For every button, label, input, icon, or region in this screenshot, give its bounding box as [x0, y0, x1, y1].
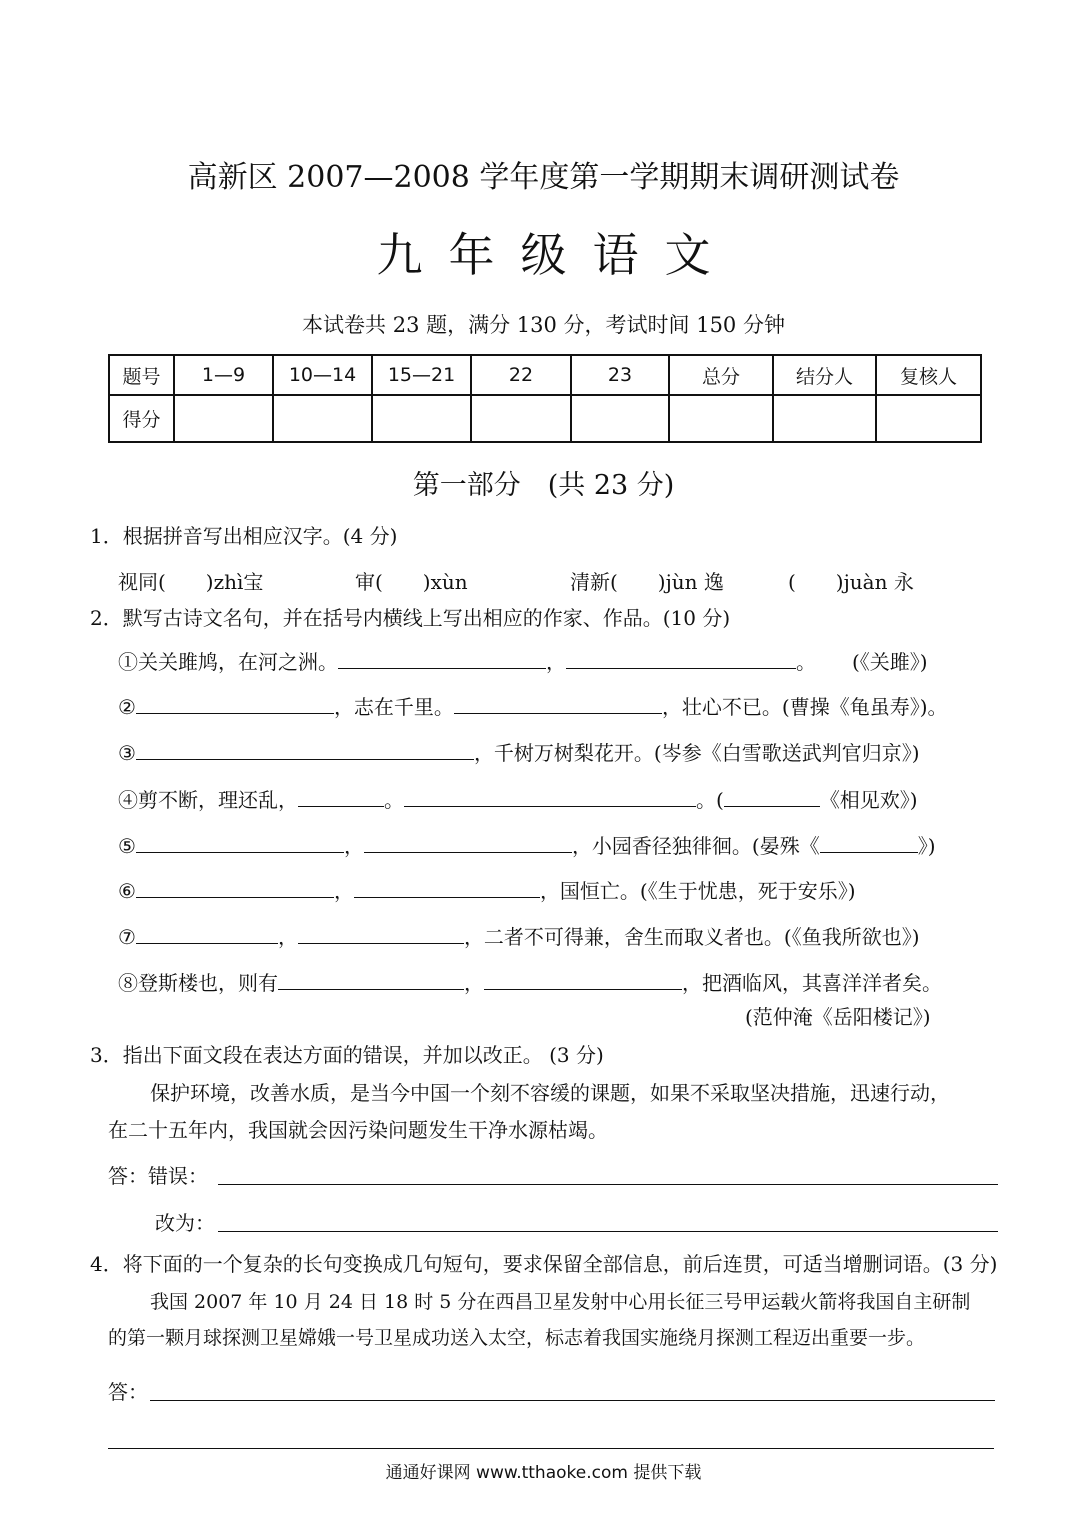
score-cell[interactable] [174, 395, 273, 442]
q4-passage-line-1: 我国 2007 年 10 月 24 日 18 时 5 分在西昌卫星发射中心用长征三号甲运载火箭将我国自主研制 [150, 1291, 971, 1313]
table-cell: 总分 [669, 355, 773, 395]
blank[interactable] [338, 648, 546, 669]
footer-divider [108, 1448, 994, 1449]
text: ，壮心不已。(曹操《龟虽寿》)。 [661, 695, 948, 719]
text: ①关关雎鸠，在河之洲。 [118, 650, 338, 674]
text: ，志在千里。 [333, 695, 454, 719]
question-1-stem: 1．根据拼音写出相应汉字。(4 分) [90, 524, 398, 548]
q2-line-1 [118, 648, 928, 675]
blank[interactable] [278, 969, 464, 990]
source: (《关雎》) [852, 650, 928, 674]
subject-title: 九年级语文 [376, 228, 737, 282]
blank[interactable] [364, 832, 572, 853]
table-cell: 23 [571, 355, 669, 395]
q1-item-4: ( )juàn 永 [788, 570, 914, 594]
blank[interactable] [136, 877, 334, 898]
q3-fix-answer-line[interactable] [218, 1231, 998, 1232]
score-cell[interactable] [372, 395, 471, 442]
text: 。( [696, 788, 724, 812]
score-cell[interactable] [571, 395, 669, 442]
exam-info: 本试卷共 23 题，满分 130 分，考试时间 150 分钟 [302, 313, 785, 337]
question-2-stem: 2．默写古诗文名句，并在括号内横线上写出相应的作家、作品。(10 分) [90, 606, 731, 630]
exam-title: 高新区 2007—2008 学年度第一学期期末调研测试卷 [187, 160, 900, 195]
q2-line-4 [118, 786, 918, 813]
q3-answer-error-label: 答：错误： [108, 1164, 208, 1188]
q4-answer-label: 答： [108, 1380, 148, 1404]
text: 。 [796, 650, 816, 674]
text: ③ [118, 741, 136, 765]
question-3-stem: 3．指出下面文段在表达方面的错误，并加以改正。 (3 分) [90, 1043, 604, 1067]
blank[interactable] [404, 786, 696, 807]
text: 。 [384, 788, 404, 812]
part-heading: 第一部分 (共 23 分) [412, 470, 675, 501]
blank[interactable] [298, 923, 464, 944]
text: ，把酒临风，其喜洋洋者矣。 [682, 971, 942, 995]
text: ， [343, 834, 364, 858]
footer-text: 通通好课网 www.tthaoke.com 提供下载 [385, 1463, 702, 1483]
blank[interactable] [136, 739, 474, 760]
q1-item-3: 清新( )jùn 逸 [570, 570, 724, 594]
table-cell: 1—9 [174, 355, 273, 395]
text: ， [546, 650, 566, 674]
score-table-header-row [109, 355, 981, 395]
table-cell: 15—21 [372, 355, 471, 395]
blank[interactable] [298, 786, 384, 807]
q4-passage-line-2: 的第一颗月球探测卫星嫦娥一号卫星成功送入太空，标志着我国实施绕月探测工程迈出重要一步。 [108, 1327, 926, 1349]
blank[interactable] [354, 877, 540, 898]
text: ， [333, 879, 354, 903]
q3-error-answer-line[interactable] [218, 1184, 998, 1185]
text: ，国恒亡。(《生于忧患，死于安乐》) [539, 879, 856, 903]
q2-line-8-source: (范仲淹《岳阳楼记》) [745, 1005, 931, 1029]
q1-item-1: 视同( )zhì宝 [118, 570, 264, 594]
text: ⑧登斯楼也，则有 [118, 971, 278, 995]
table-cell: 结分人 [773, 355, 876, 395]
q1-item-2: 审( )xùn [355, 570, 468, 594]
q3-passage-line-1: 保护环境，改善水质，是当今中国一个刻不容缓的课题，如果不采取坚决措施，迅速行动， [150, 1081, 950, 1105]
q2-line-5 [118, 832, 936, 859]
blank[interactable] [136, 693, 334, 714]
blank[interactable] [454, 693, 662, 714]
q2-line-3 [118, 739, 920, 766]
table-cell: 10—14 [273, 355, 372, 395]
text: ④剪不断，理还乱， [118, 788, 298, 812]
text: 》) [917, 834, 936, 858]
text: ， [277, 925, 298, 949]
score-cell[interactable] [773, 395, 876, 442]
text: ⑦ [118, 925, 136, 949]
score-table-score-row [109, 395, 981, 442]
text: 《相见欢》) [819, 788, 918, 812]
text: ，二者不可得兼，舍生而取义者也。(《鱼我所欲也》) [463, 925, 920, 949]
score-table [108, 354, 982, 443]
q2-line-2 [118, 693, 948, 720]
text: ⑥ [118, 879, 136, 903]
blank[interactable] [724, 786, 820, 807]
question-4-stem: 4．将下面的一个复杂的长句变换成几句短句，要求保留全部信息，前后连贯，可适当增删词语。(3 分) [90, 1252, 998, 1276]
table-cell: 复核人 [876, 355, 981, 395]
score-cell[interactable] [273, 395, 372, 442]
blank[interactable] [136, 923, 278, 944]
text: ，千树万树梨花开。(岑参《白雪歌送武判官归京》) [473, 741, 920, 765]
blank[interactable] [566, 648, 796, 669]
q2-line-6 [118, 877, 856, 904]
blank[interactable] [484, 969, 682, 990]
text: ② [118, 695, 136, 719]
q4-answer-line[interactable] [150, 1400, 995, 1401]
text: ， [464, 971, 484, 995]
table-cell: 22 [471, 355, 571, 395]
q2-line-7 [118, 923, 920, 950]
text: ，小园香径独徘徊。(晏殊《 [571, 834, 820, 858]
score-cell[interactable] [669, 395, 773, 442]
blank[interactable] [820, 832, 918, 853]
blank[interactable] [136, 832, 344, 853]
q2-line-8 [118, 969, 942, 996]
table-cell: 得分 [109, 395, 174, 442]
table-cell: 题号 [109, 355, 174, 395]
score-cell[interactable] [471, 395, 571, 442]
q3-answer-fix-label: 改为： [155, 1211, 215, 1235]
q3-passage-line-2: 在二十五年内，我国就会因污染问题发生干净水源枯竭。 [108, 1118, 608, 1142]
text: ⑤ [118, 834, 136, 858]
score-cell[interactable] [876, 395, 981, 442]
